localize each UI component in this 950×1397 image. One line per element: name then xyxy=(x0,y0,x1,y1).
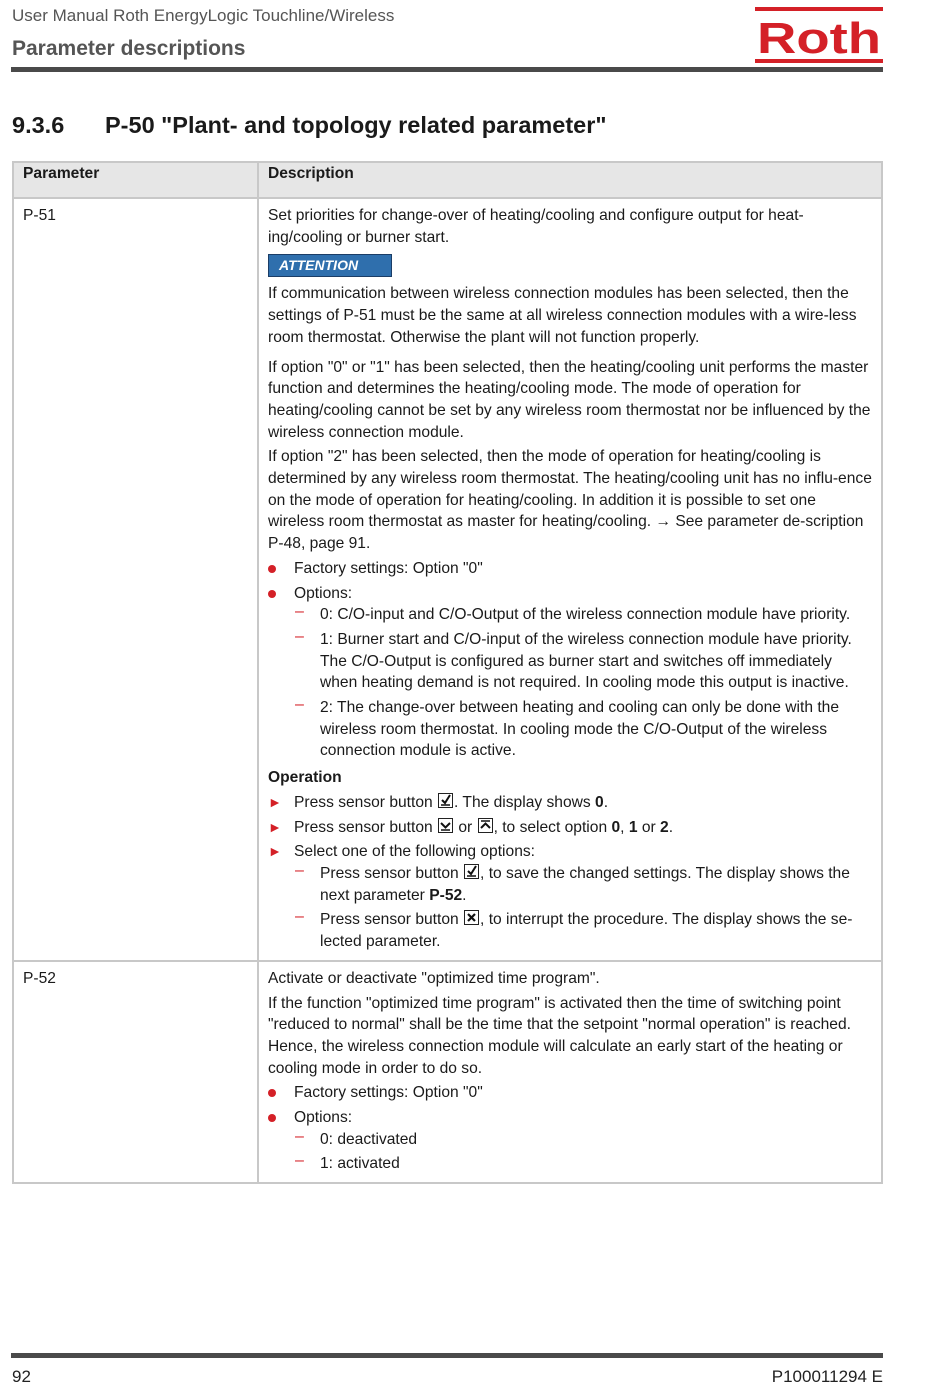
bullet-dot-icon xyxy=(268,1089,276,1097)
roth-logo xyxy=(755,7,883,68)
manual-title: User Manual Roth EnergyLogic Touchline/Wireless xyxy=(12,6,395,25)
arrow-right-icon: ► xyxy=(268,843,282,860)
parameter-table xyxy=(12,161,883,1184)
list-item xyxy=(268,558,872,580)
operation-substeps xyxy=(294,863,872,953)
footer-rule xyxy=(11,1353,883,1358)
dash-icon: – xyxy=(295,1152,304,1170)
arrow-right-icon: ► xyxy=(268,793,282,810)
description-paragraph: If the function "optimized time program" is activated then the time of switching point "reduced to normal" shall be the time that the setpoint "normal operation" is reached. Hence, the wireless connection module will calculate an early start of the heating or cooling mode in order to do so. xyxy=(268,994,851,1077)
cancel-button-icon xyxy=(464,910,479,925)
bullet-dot-icon xyxy=(268,565,276,573)
attention-text: If communication between wireless connection modules has been selected, then the settings of P-51 must be the same at all wireless connection modules with a wire-less room thermostat. Otherwise the plant will not function properly. xyxy=(268,285,857,346)
list-item xyxy=(268,583,872,763)
option-item: – 1: activated xyxy=(295,1152,400,1173)
parameter-name: P-51 xyxy=(13,198,258,961)
option-item: – 2: The change-over between heating and cooling can only be done with the wireless room thermostat. In cooling mode the C/O-Output of the wireless connection module is active. xyxy=(295,696,840,760)
svg-text:Roth: Roth xyxy=(757,14,881,63)
factory-settings: Factory settings: Option "0" xyxy=(294,1084,483,1102)
description-paragraph: If option "0" or "1" has been selected, then the heating/cooling unit performs the master function and determines the heating/cooling mode. The mode of operation for heating/cooling cannot be set by any wireless room thermostat nor be influenced by the wireless connection module. xyxy=(268,358,871,441)
header-rule xyxy=(11,67,883,72)
dash-icon: – xyxy=(295,603,304,621)
options-list xyxy=(294,604,872,762)
chapter-title: P-50 "Plant- and topology related parameter" xyxy=(105,112,607,138)
parameter-description xyxy=(258,198,882,961)
page-number: 92 xyxy=(12,1367,31,1386)
parameter-description xyxy=(258,961,882,1183)
table-header-row xyxy=(13,162,882,198)
attention-badge: ATTENTION xyxy=(268,254,392,277)
option-item: – 0: deactivated xyxy=(295,1127,418,1148)
table-row-p51 xyxy=(13,198,882,961)
list-item xyxy=(268,1082,872,1104)
operation-heading: Operation xyxy=(268,769,342,787)
options-label: Options: xyxy=(294,1109,353,1127)
table-row-p52 xyxy=(13,961,882,1183)
operation-step: ► Select one of the following options: – Press sensor button , to save the changed settings. The display shows the next parameter P-52. – Press sensor button , to interrupt the procedure. The display shows the se-lected parameter. xyxy=(268,841,872,953)
factory-settings: Factory settings: Option "0" xyxy=(294,559,483,577)
description-paragraph: If option "2" has been selected, then the mode of operation for heating/cooling is determined by any wireless room thermostat. The heating/cooling unit has no influ-ence on the mode of operation for heating/cooling. In addition it is possible to set one wireless room thermostat as master for heating/cooling. → See parameter de-scription P-48, page 91. xyxy=(268,448,872,553)
chapter-heading xyxy=(12,112,607,139)
operation-step: ► Press sensor button or , to select option 0, 1 or 2. xyxy=(268,817,872,839)
options-list xyxy=(294,1129,872,1175)
chapter-number: 9.3.6 xyxy=(12,112,65,138)
document-number: P100011294 E xyxy=(771,1367,883,1386)
operation-substep: – Press sensor button , to save the changed settings. The display shows the next parameter P-52. xyxy=(295,861,850,904)
dash-icon: – xyxy=(295,696,304,714)
parameter-name: P-52 xyxy=(13,961,258,1183)
dash-icon: – xyxy=(295,908,304,926)
column-header-parameter: Parameter xyxy=(13,162,258,198)
dash-icon: – xyxy=(295,627,304,645)
settings-list xyxy=(268,558,872,762)
list-item xyxy=(268,1107,872,1175)
check-button-icon xyxy=(438,793,453,808)
bullet-dot-icon xyxy=(268,590,276,598)
bullet-dot-icon xyxy=(268,1114,276,1122)
operation-steps xyxy=(268,792,872,953)
options-label: Options: xyxy=(294,584,353,602)
option-item: – 0: C/O-input and C/O-Output of the wireless connection module have priority. xyxy=(295,603,851,624)
dash-icon: – xyxy=(295,861,304,879)
operation-substep: – Press sensor button , to interrupt the procedure. The display shows the se-lected parameter. xyxy=(295,908,853,951)
settings-list xyxy=(268,1082,872,1175)
option-item: – 1: Burner start and C/O-input of the wireless connection module have priority. The C/O-Output is configured as burner start and switches off immediately when heating demand is not required. In cooling mode this output is inactive. xyxy=(295,627,852,692)
down-button-icon xyxy=(438,818,453,833)
description-intro: Activate or deactivate "optimized time program". xyxy=(268,969,600,987)
check-button-icon xyxy=(464,864,479,879)
up-button-icon xyxy=(478,818,493,833)
section-title: Parameter descriptions xyxy=(12,37,246,60)
dash-icon: – xyxy=(295,1127,304,1145)
column-header-description: Description xyxy=(258,162,882,198)
description-intro: Set priorities for change-over of heating/cooling and configure output for heat-ing/cooling or burner start. xyxy=(268,207,804,246)
arrow-right-icon: ► xyxy=(268,818,282,835)
operation-step: ► Press sensor button . The display shows 0. xyxy=(268,792,872,814)
